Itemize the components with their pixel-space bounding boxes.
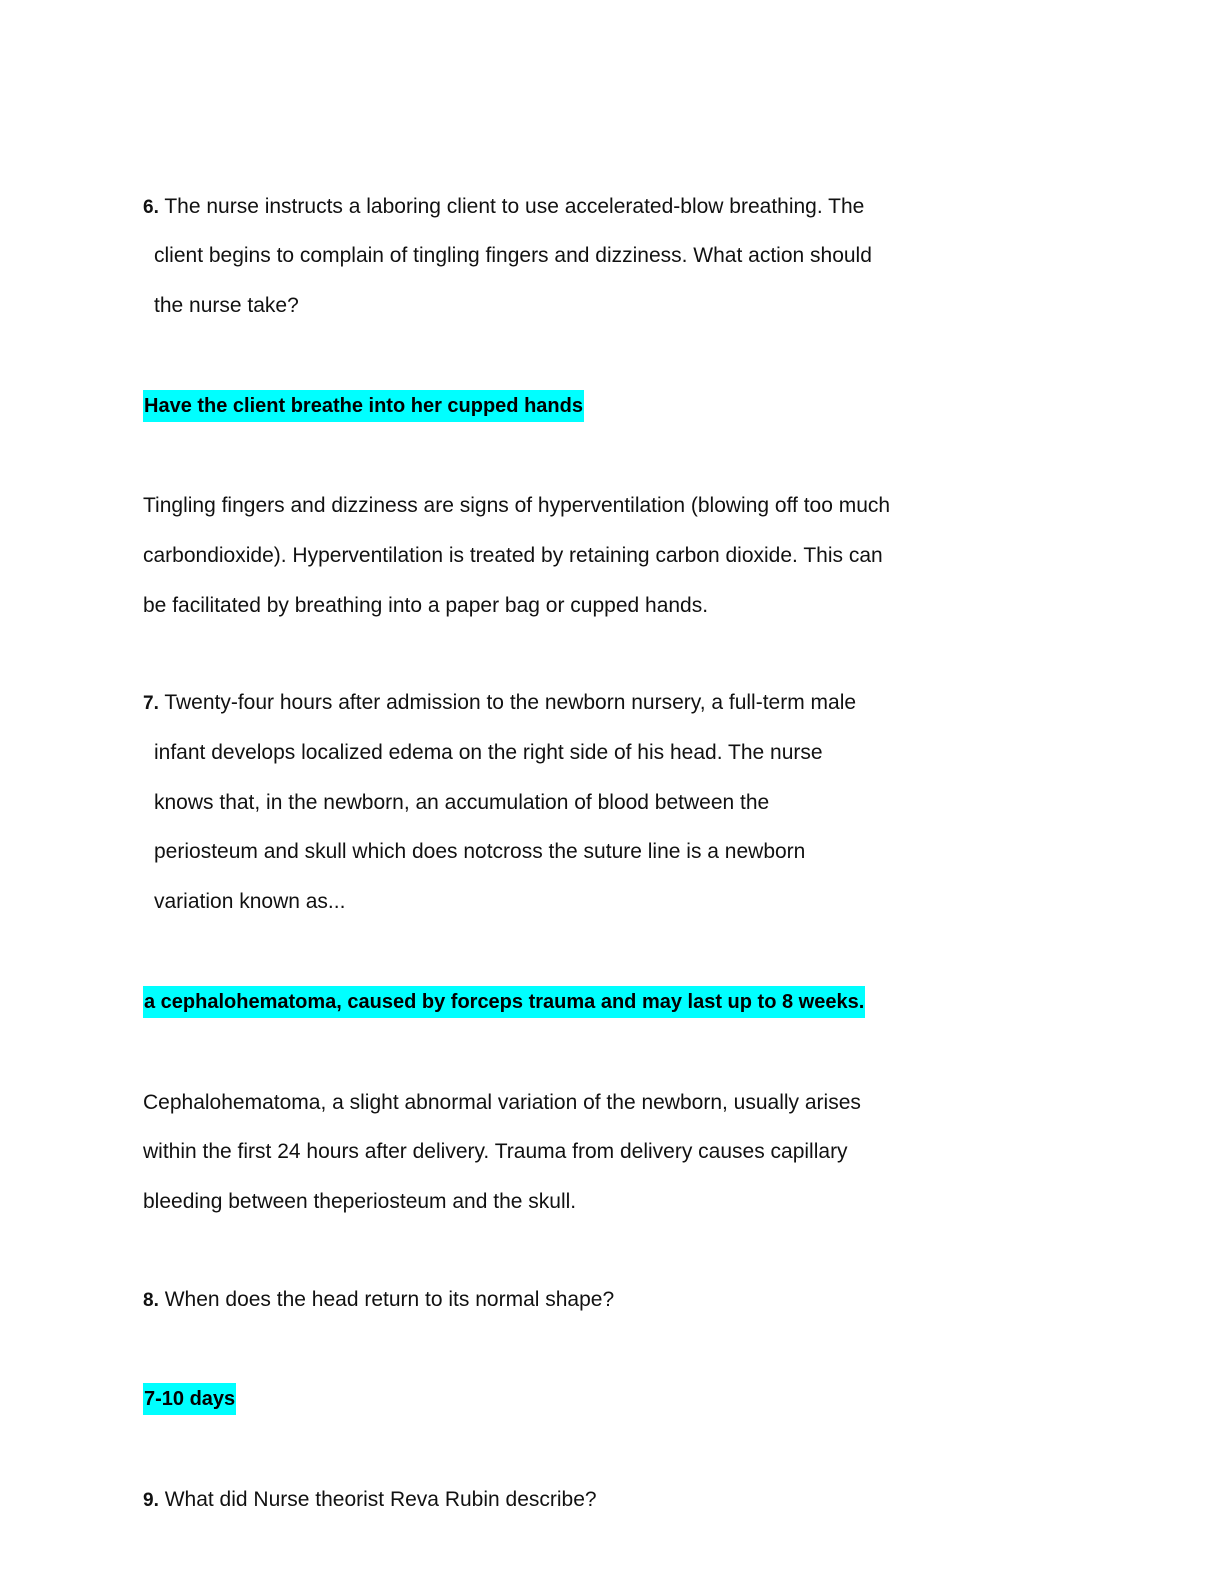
question-7-explanation-line-2: within the first 24 hours after delivery. Trauma from delivery causes capillary bbox=[143, 1140, 848, 1163]
question-7-line-2: infant develops localized edema on the right side of his head. The nurse bbox=[154, 741, 823, 764]
question-6-line-2: client begins to complain of tingling fingers and dizziness. What action should bbox=[154, 244, 872, 267]
question-9-text-1: What did Nurse theorist Reva Rubin describe? bbox=[164, 1488, 597, 1511]
question-7-line-3: knows that, in the newborn, an accumulation of blood between the bbox=[154, 791, 770, 814]
question-6-line-3: the nurse take? bbox=[154, 294, 299, 317]
question-7-answer: a cephalohematoma, caused by forceps trauma and may last up to 8 weeks. bbox=[143, 986, 865, 1018]
question-6-number: 6. bbox=[143, 197, 159, 218]
question-6-text-1: The nurse instructs a laboring client to use accelerated-blow breathing. The bbox=[164, 195, 865, 218]
question-6-explanation-line-1: Tingling fingers and dizziness are signs of hyperventilation (blowing off too much bbox=[143, 494, 891, 517]
question-7-explanation-line-3: bleeding between theperiosteum and the skull. bbox=[143, 1190, 577, 1213]
question-8-line-1 bbox=[143, 1286, 614, 1315]
question-9-number: 9. bbox=[143, 1490, 159, 1511]
question-7-explanation-line-1: Cephalohematoma, a slight abnormal variation of the newborn, usually arises bbox=[143, 1091, 861, 1114]
question-6-explanation-line-2: carbondioxide). Hyperventilation is treated by retaining carbon dioxide. This can bbox=[143, 544, 883, 567]
question-7-line-5: variation known as... bbox=[154, 890, 346, 913]
question-6-explanation-line-3: be facilitated by breathing into a paper bag or cupped hands. bbox=[143, 594, 709, 617]
question-6-answer: Have the client breathe into her cupped hands bbox=[143, 390, 584, 422]
question-8-number: 8. bbox=[143, 1290, 159, 1311]
question-6-line-1 bbox=[143, 193, 864, 222]
question-8-text-1: When does the head return to its normal shape? bbox=[164, 1288, 615, 1311]
question-8-answer: 7-10 days bbox=[143, 1383, 236, 1415]
question-7-line-1 bbox=[143, 689, 856, 718]
question-7-number: 7. bbox=[143, 693, 159, 714]
question-7-line-4: periosteum and skull which does notcross the suture line is a newborn bbox=[154, 840, 806, 863]
question-9-line-1 bbox=[143, 1486, 597, 1515]
question-7-text-1: Twenty-four hours after admission to the newborn nursery, a full-term male bbox=[164, 691, 857, 714]
